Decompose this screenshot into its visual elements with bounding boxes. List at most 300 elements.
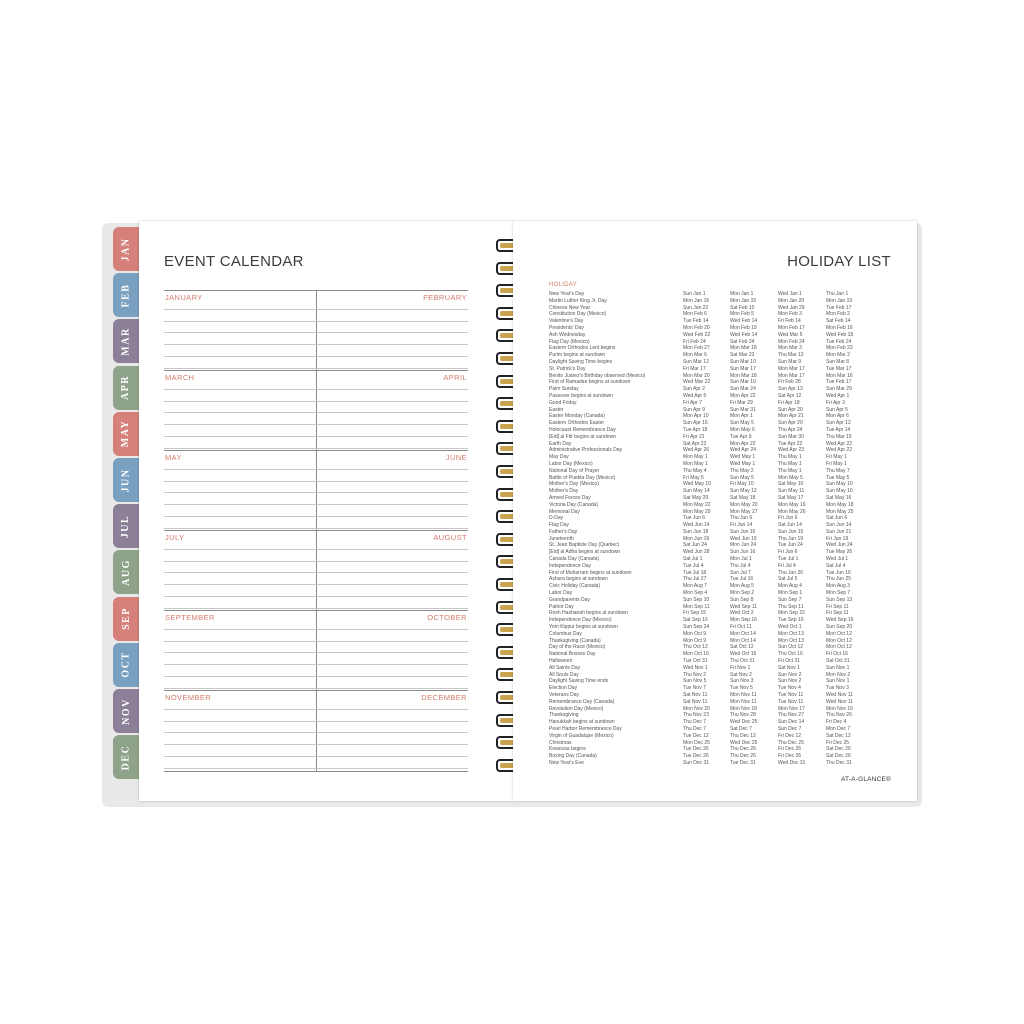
holiday-date: Wed Feb 22 bbox=[683, 331, 711, 338]
holiday-name: Chinese New Year bbox=[549, 304, 591, 311]
holiday-row bbox=[549, 604, 889, 611]
holiday-date: Wed Apr 1 bbox=[826, 392, 850, 399]
holiday-name: Rosh Hashanah begins at sundown bbox=[549, 610, 628, 617]
tab-apr[interactable] bbox=[113, 366, 139, 410]
tab-label: DEC bbox=[120, 744, 132, 770]
holiday-date: Wed Oct 2 bbox=[730, 610, 754, 617]
holiday-name: Virgin of Guadalupe (Mexico) bbox=[549, 732, 614, 739]
holiday-name: Christmas bbox=[549, 739, 572, 746]
holiday-name: Veterans Day bbox=[549, 692, 580, 699]
holiday-date: Wed Jan 1 bbox=[778, 291, 802, 297]
holiday-date: Sun Jun 21 bbox=[826, 528, 852, 535]
holiday-date: Sat Feb 14 bbox=[826, 318, 851, 325]
holiday-date: Mon Mar 20 bbox=[683, 372, 710, 379]
tab-may[interactable] bbox=[113, 412, 139, 456]
holiday-name: Day of the Race (Mexico) bbox=[549, 644, 606, 651]
holiday-date: Mon Apr 22 bbox=[730, 440, 756, 447]
holiday-date: Thu Oct 12 bbox=[683, 644, 708, 651]
holiday-date: Fri Sep 15 bbox=[683, 610, 707, 617]
section-rule bbox=[164, 690, 468, 691]
section-rule bbox=[164, 771, 468, 772]
tab-mar[interactable] bbox=[113, 319, 139, 363]
holiday-name: Kwanzaa begins bbox=[549, 746, 586, 753]
writing-line[interactable] bbox=[164, 629, 468, 630]
holiday-row bbox=[549, 522, 889, 529]
writing-line[interactable] bbox=[164, 732, 468, 733]
holiday-date: Wed Jul 1 bbox=[826, 556, 849, 563]
holiday-date: Sun May 10 bbox=[826, 488, 853, 495]
holiday-date: Thu May 7 bbox=[826, 467, 850, 474]
holiday-date: Mon Jul 1 bbox=[730, 556, 752, 563]
month-block bbox=[164, 690, 468, 770]
month-label: AUGUST bbox=[433, 533, 467, 542]
holiday-date: Thu Dec 26 bbox=[730, 746, 756, 753]
writing-line[interactable] bbox=[164, 401, 468, 402]
holiday-date: Wed Oct 16 bbox=[730, 651, 757, 658]
writing-line[interactable] bbox=[164, 688, 468, 689]
holiday-name: Ash Wednesday bbox=[549, 331, 586, 338]
tab-label: OCT bbox=[120, 651, 132, 678]
writing-line[interactable] bbox=[164, 744, 468, 745]
holiday-date: Sun Jan 1 bbox=[683, 291, 706, 297]
holiday-row bbox=[549, 475, 889, 482]
holiday-date: Sat Apr 22 bbox=[683, 440, 707, 447]
holiday-date: Tue Apr 22 bbox=[778, 440, 803, 447]
holiday-name: Thanksgiving bbox=[549, 712, 579, 719]
holiday-date: Sun Apr 20 bbox=[778, 420, 803, 427]
holiday-row bbox=[549, 753, 889, 760]
holiday-row bbox=[549, 359, 889, 366]
holiday-date: Fri Jun 19 bbox=[826, 535, 849, 542]
section-rule bbox=[164, 290, 468, 291]
holiday-date: Tue Nov 7 bbox=[683, 685, 706, 692]
tab-label: JUL bbox=[120, 514, 132, 538]
writing-line[interactable] bbox=[164, 561, 468, 562]
holiday-date: Sun Apr 13 bbox=[778, 386, 803, 393]
holiday-date: Sun Apr 9 bbox=[683, 406, 705, 413]
section-rule bbox=[164, 610, 468, 611]
writing-line[interactable] bbox=[164, 469, 468, 470]
holiday-date: Wed Jun 14 bbox=[683, 522, 710, 529]
holiday-date: Sun Mar 8 bbox=[826, 358, 850, 365]
holiday-date: Sun Nov 2 bbox=[778, 671, 802, 678]
holiday-date: Mon Oct 14 bbox=[730, 637, 756, 644]
holiday-date: Mon May 25 bbox=[826, 508, 854, 515]
holiday-date: Thu Apr 24 bbox=[778, 426, 803, 433]
month-label: NOVEMBER bbox=[165, 693, 212, 702]
holiday-date: Thu Nov 2 bbox=[683, 671, 707, 678]
holiday-date: Sun Mar 9 bbox=[778, 358, 802, 365]
holiday-date: Tue Feb 14 bbox=[683, 318, 709, 325]
holiday-date: Mon May 1 bbox=[683, 460, 708, 467]
holiday-date: Fri Feb 24 bbox=[683, 338, 706, 345]
writing-line[interactable] bbox=[164, 572, 468, 573]
holiday-row bbox=[549, 454, 889, 461]
writing-line[interactable] bbox=[164, 481, 468, 482]
holiday-column-header: HOLIDAY bbox=[549, 282, 577, 288]
holiday-date: Tue Apr 14 bbox=[826, 426, 851, 433]
holiday-name: All Saints Day bbox=[549, 664, 581, 671]
holiday-date: Mon Aug 4 bbox=[778, 583, 802, 590]
holiday-row bbox=[549, 305, 889, 312]
month-block bbox=[164, 450, 468, 530]
holiday-date: Fri Feb 14 bbox=[778, 318, 801, 325]
writing-line[interactable] bbox=[164, 596, 468, 597]
holiday-name: Grandparents Day bbox=[549, 596, 590, 603]
tab-label: JUN bbox=[120, 468, 132, 492]
page-title: EVENT CALENDAR bbox=[164, 253, 304, 270]
holiday-date: Thu May 1 bbox=[778, 460, 802, 467]
writing-line[interactable] bbox=[164, 652, 468, 653]
holiday-name: [Eid] al Adha begins at sundown bbox=[549, 549, 621, 556]
holiday-date: Mon Jan 16 bbox=[683, 297, 710, 304]
holiday-row bbox=[549, 461, 889, 468]
holiday-row bbox=[549, 706, 889, 713]
holiday-row bbox=[549, 366, 889, 373]
holiday-date: Fri Dec 25 bbox=[826, 739, 850, 746]
holiday-row bbox=[549, 509, 889, 516]
holiday-date: Mon Feb 6 bbox=[683, 311, 707, 318]
holiday-date: Fri Oct 11 bbox=[730, 624, 752, 631]
holiday-date: Wed Jan 29 bbox=[778, 304, 805, 311]
holiday-date: Sun Mar 31 bbox=[730, 406, 756, 413]
holiday-row bbox=[549, 644, 889, 651]
holiday-date: Sun Mar 10 bbox=[730, 358, 756, 365]
holiday-row bbox=[549, 665, 889, 672]
writing-line[interactable] bbox=[164, 321, 468, 322]
holiday-date: Sun Apr 2 bbox=[683, 386, 705, 393]
writing-line[interactable] bbox=[164, 676, 468, 677]
holiday-date: Mon Aug 7 bbox=[683, 583, 707, 590]
holiday-date: Sun Sep 24 bbox=[683, 624, 710, 631]
writing-line[interactable] bbox=[164, 389, 468, 390]
holiday-date: Thu May 4 bbox=[683, 467, 707, 474]
month-label: DECEMBER bbox=[421, 693, 467, 702]
holiday-date: Mon Jun 19 bbox=[683, 535, 710, 542]
holiday-name: Independence Day bbox=[549, 562, 591, 569]
holiday-date: Tue Jul 4 bbox=[683, 562, 704, 569]
holiday-row bbox=[549, 692, 889, 699]
holiday-date: Sun Mar 17 bbox=[730, 365, 756, 372]
holiday-row bbox=[549, 481, 889, 488]
holiday-date: Sat Sep 16 bbox=[683, 617, 708, 624]
holiday-date: Mon Feb 23 bbox=[826, 345, 853, 352]
holiday-date: Tue Dec 26 bbox=[683, 753, 709, 760]
holiday-date: Sun Apr 12 bbox=[826, 420, 851, 427]
holiday-row bbox=[549, 318, 889, 325]
holiday-date: Mon Mar 6 bbox=[683, 352, 707, 359]
holiday-row bbox=[549, 699, 889, 706]
holiday-date: Fri Sep 11 bbox=[826, 610, 849, 617]
holiday-name: [Eid] al Fitr begins at sundown bbox=[549, 433, 616, 440]
holiday-date: Sat Jun 6 bbox=[826, 515, 848, 522]
holiday-date: Mon Mar 18 bbox=[730, 345, 757, 352]
holiday-date: Sun Jun 16 bbox=[730, 549, 756, 556]
holiday-date: Mon Nov 16 bbox=[826, 705, 853, 712]
event-calendar-page bbox=[139, 221, 513, 801]
holiday-date: Tue Nov 11 bbox=[778, 692, 804, 699]
holiday-date: Sun Jun 18 bbox=[683, 528, 709, 535]
holiday-name: Election Day bbox=[549, 685, 578, 692]
tab-jul[interactable] bbox=[113, 504, 139, 548]
month-label: MARCH bbox=[165, 373, 195, 382]
holiday-date: Fri Jun 14 bbox=[730, 522, 753, 529]
holiday-row bbox=[549, 379, 889, 386]
holiday-date: Wed Dec 25 bbox=[730, 719, 758, 726]
holiday-name: Yom Kippur begins at sundown bbox=[549, 624, 618, 631]
holiday-date: Mon Jan 19 bbox=[826, 297, 853, 304]
holiday-row bbox=[549, 502, 889, 509]
writing-line[interactable] bbox=[164, 721, 468, 722]
tab-aug[interactable] bbox=[113, 550, 139, 594]
holiday-row bbox=[549, 332, 889, 339]
holiday-row bbox=[549, 658, 889, 665]
holiday-date: Mon Nov 11 bbox=[730, 698, 757, 705]
holiday-date: Mon Feb 27 bbox=[683, 345, 710, 352]
holiday-date: Sun Apr 20 bbox=[778, 406, 803, 413]
holiday-name: Columbus Day bbox=[549, 630, 582, 637]
writing-line[interactable] bbox=[164, 504, 468, 505]
holiday-name: Easter bbox=[549, 406, 564, 413]
holiday-name: Civic Holiday (Canada) bbox=[549, 583, 601, 590]
holiday-date: Wed Nov 1 bbox=[683, 664, 708, 671]
holiday-row bbox=[549, 447, 889, 454]
holiday-row bbox=[549, 434, 889, 441]
holiday-name: Flag Day bbox=[549, 522, 570, 529]
holiday-date: Tue Jun 16 bbox=[826, 569, 851, 576]
holiday-date: Mon Oct 14 bbox=[730, 630, 756, 637]
holiday-date: Thu May 1 bbox=[778, 467, 802, 474]
writing-line[interactable] bbox=[164, 332, 468, 333]
holiday-row bbox=[549, 631, 889, 638]
holiday-date: Mon Feb 2 bbox=[826, 311, 850, 318]
holiday-name: Benito Juárez's Birthday observed (Mexico) bbox=[549, 372, 646, 379]
holiday-name: New Year's Day bbox=[549, 291, 585, 297]
section-rule bbox=[164, 530, 468, 531]
holiday-date: Mon Nov 20 bbox=[683, 705, 710, 712]
event-calendar-grid bbox=[164, 290, 468, 772]
holiday-date: Sat Mar 23 bbox=[730, 352, 755, 359]
writing-line[interactable] bbox=[164, 768, 468, 769]
tab-jun[interactable] bbox=[113, 458, 139, 502]
holiday-date: Tue Dec 31 bbox=[730, 759, 756, 766]
holiday-date: Fri Mar 29 bbox=[730, 399, 753, 406]
tab-label: MAY bbox=[120, 420, 132, 448]
holiday-name: Ashura begins at sundown bbox=[549, 576, 608, 583]
holiday-date: Mon May 1 bbox=[683, 454, 708, 461]
holiday-row bbox=[549, 488, 889, 495]
holiday-row bbox=[549, 352, 889, 359]
holiday-date: Mon Nov 2 bbox=[826, 671, 851, 678]
holiday-name: Thanksgiving (Canada) bbox=[549, 637, 601, 644]
holiday-date: Mon Oct 16 bbox=[683, 651, 709, 658]
writing-line[interactable] bbox=[164, 412, 468, 413]
holiday-date: Mon Dec 7 bbox=[826, 726, 851, 732]
holiday-date: Mon Oct 12 bbox=[826, 630, 852, 637]
writing-line[interactable] bbox=[164, 549, 468, 550]
holiday-date: Mon Feb 20 bbox=[683, 324, 710, 331]
holiday-date: Fri Jun 6 bbox=[778, 549, 798, 556]
holiday-date: Sat Jun 24 bbox=[683, 542, 707, 549]
holiday-row bbox=[549, 563, 889, 570]
holiday-date: Tue Jul 16 bbox=[730, 576, 754, 583]
holiday-name: Daylight Saving Time begins bbox=[549, 358, 613, 365]
holiday-name: Juneteenth bbox=[549, 535, 574, 542]
holiday-date: Mon Apr 6 bbox=[826, 413, 849, 420]
writing-line[interactable] bbox=[164, 528, 468, 529]
holiday-date: Mon Mar 16 bbox=[826, 372, 853, 379]
holiday-date: Mon Dec 25 bbox=[683, 739, 710, 746]
writing-line[interactable] bbox=[164, 356, 468, 357]
writing-line[interactable] bbox=[164, 584, 468, 585]
holiday-date: Thu Jul 4 bbox=[730, 562, 751, 569]
holiday-row bbox=[549, 311, 889, 318]
holiday-date: Thu Nov 23 bbox=[683, 712, 709, 719]
holiday-row bbox=[549, 298, 889, 305]
holiday-date: Mon Oct 9 bbox=[683, 630, 707, 637]
holiday-date: Thu Jul 27 bbox=[683, 576, 707, 583]
holiday-row bbox=[549, 339, 889, 346]
holiday-date: Sun May 14 bbox=[683, 488, 710, 495]
holiday-date: Mon Jan 1 bbox=[730, 291, 754, 297]
holiday-date: Fri Oct 16 bbox=[826, 651, 848, 658]
holiday-date: Sun Nov 1 bbox=[826, 678, 850, 685]
holiday-date: Sun May 5 bbox=[730, 420, 754, 427]
month-label: APRIL bbox=[443, 373, 467, 382]
holiday-row bbox=[549, 515, 889, 522]
holiday-name: Earth Day bbox=[549, 440, 572, 447]
holiday-date: Mon Aug 5 bbox=[730, 583, 754, 590]
holiday-date: Sun Dec 14 bbox=[778, 719, 805, 726]
tab-jan[interactable] bbox=[113, 227, 139, 271]
holiday-date: Tue Oct 31 bbox=[683, 658, 708, 665]
section-rule bbox=[164, 450, 468, 451]
holiday-name: Valentine's Day bbox=[549, 318, 584, 325]
holiday-date: Sat Feb 10 bbox=[730, 304, 755, 311]
holiday-row bbox=[549, 610, 889, 617]
holiday-row bbox=[549, 373, 889, 380]
holiday-name: Hanukkah begins at sundown bbox=[549, 719, 615, 726]
holiday-date: Tue Nov 11 bbox=[778, 698, 804, 705]
holiday-date: Wed Apr 26 bbox=[683, 447, 710, 454]
holiday-date: Thu Mar 19 bbox=[826, 433, 852, 440]
holiday-date: Thu Dec 31 bbox=[826, 759, 852, 766]
tab-dec[interactable] bbox=[113, 735, 139, 779]
holiday-name: Battle of Puebla Day (Mexico) bbox=[549, 474, 616, 481]
holiday-date: Mon Aug 3 bbox=[826, 583, 850, 590]
holiday-date: Sat Dec 26 bbox=[826, 753, 851, 760]
holiday-date: Tue Apr 18 bbox=[683, 426, 708, 433]
holiday-date: Thu Sep 11 bbox=[778, 603, 804, 610]
holiday-date: Sun Jul 7 bbox=[730, 569, 751, 576]
writing-line[interactable] bbox=[164, 492, 468, 493]
holiday-date: Sun Nov 3 bbox=[730, 678, 754, 685]
writing-line[interactable] bbox=[164, 344, 468, 345]
writing-line[interactable] bbox=[164, 641, 468, 642]
holiday-row bbox=[549, 651, 889, 658]
holiday-date: Thu Dec 25 bbox=[778, 739, 804, 746]
month-label: MAY bbox=[165, 453, 182, 462]
holiday-name: Constitution Day (Mexico) bbox=[549, 311, 607, 318]
writing-line[interactable] bbox=[164, 436, 468, 437]
holiday-date: Fri May 1 bbox=[826, 460, 847, 467]
holiday-date: Wed Apr 22 bbox=[826, 447, 853, 454]
holiday-date: Fri Mar 17 bbox=[683, 365, 706, 372]
holiday-name: Revolution Day (Mexico) bbox=[549, 705, 604, 712]
holiday-date: Thu Dec 7 bbox=[683, 719, 707, 726]
month-label: JANUARY bbox=[165, 293, 203, 302]
holiday-table bbox=[549, 291, 889, 767]
holiday-date: Wed May 1 bbox=[730, 460, 756, 467]
holiday-date: Sat Jul 1 bbox=[683, 556, 703, 563]
writing-line[interactable] bbox=[164, 709, 468, 710]
holiday-date: Mon Oct 12 bbox=[826, 644, 852, 651]
holiday-date: Sun Dec 31 bbox=[683, 759, 710, 766]
holiday-date: Wed Feb 14 bbox=[730, 331, 758, 338]
holiday-date: Wed Mar 22 bbox=[683, 379, 711, 386]
holiday-date: Mon May 5 bbox=[778, 474, 803, 481]
holiday-date: Wed Apr 24 bbox=[730, 447, 757, 454]
writing-line[interactable] bbox=[164, 664, 468, 665]
holiday-date: Sat Feb 24 bbox=[730, 338, 755, 345]
holiday-row bbox=[549, 420, 889, 427]
holiday-date: Sun Mar 24 bbox=[730, 386, 756, 393]
holiday-date: Thu Dec 12 bbox=[730, 732, 756, 739]
holiday-name: Easter Monday (Canada) bbox=[549, 413, 605, 420]
brand-logo: AT-A-GLANCE® bbox=[840, 776, 891, 783]
holiday-date: Sun Sep 10 bbox=[683, 596, 710, 603]
tab-feb[interactable] bbox=[113, 273, 139, 317]
holiday-row bbox=[549, 712, 889, 719]
tab-sep[interactable] bbox=[113, 597, 139, 641]
holiday-date: Mon Oct 12 bbox=[826, 637, 852, 644]
holiday-date: Mon May 18 bbox=[826, 501, 854, 508]
holiday-date: Sat May 20 bbox=[683, 494, 709, 501]
holiday-date: Sun Mar 30 bbox=[778, 433, 804, 440]
writing-line[interactable] bbox=[164, 448, 468, 449]
holiday-date: Mon Sep 11 bbox=[683, 603, 710, 610]
holiday-list-page bbox=[513, 221, 917, 801]
writing-line[interactable] bbox=[164, 368, 468, 369]
writing-line[interactable] bbox=[164, 608, 468, 609]
holiday-date: Thu Jun 26 bbox=[778, 569, 804, 576]
holiday-date: Sun Nov 2 bbox=[778, 678, 802, 685]
holiday-date: Sat Jul 4 bbox=[826, 562, 846, 569]
holiday-date: Sat Dec 12 bbox=[826, 732, 851, 739]
holiday-date: Thu Jun 6 bbox=[730, 515, 753, 522]
holiday-row bbox=[549, 291, 889, 298]
writing-line[interactable] bbox=[164, 309, 468, 310]
holiday-row bbox=[549, 441, 889, 448]
holiday-row bbox=[549, 740, 889, 747]
holiday-date: Mon Oct 9 bbox=[683, 637, 707, 644]
tab-nov[interactable] bbox=[113, 689, 139, 733]
holiday-date: Sun Oct 12 bbox=[778, 644, 804, 651]
holiday-date: Wed Nov 11 bbox=[826, 698, 854, 705]
writing-line[interactable] bbox=[164, 424, 468, 425]
writing-line[interactable] bbox=[164, 516, 468, 517]
holiday-date: Mon Mar 17 bbox=[778, 365, 805, 372]
holiday-date: Mon Jan 15 bbox=[730, 297, 757, 304]
tab-oct[interactable] bbox=[113, 643, 139, 687]
holiday-date: Sun Sep 20 bbox=[826, 624, 853, 631]
holiday-date: Wed Dec 31 bbox=[778, 759, 806, 766]
holiday-date: Wed Jun 24 bbox=[826, 542, 853, 549]
holiday-date: Wed Nov 11 bbox=[826, 692, 854, 699]
holiday-date: Fri Dec 26 bbox=[778, 753, 802, 760]
holiday-date: Sun Jan 22 bbox=[683, 304, 709, 311]
writing-line[interactable] bbox=[164, 756, 468, 757]
